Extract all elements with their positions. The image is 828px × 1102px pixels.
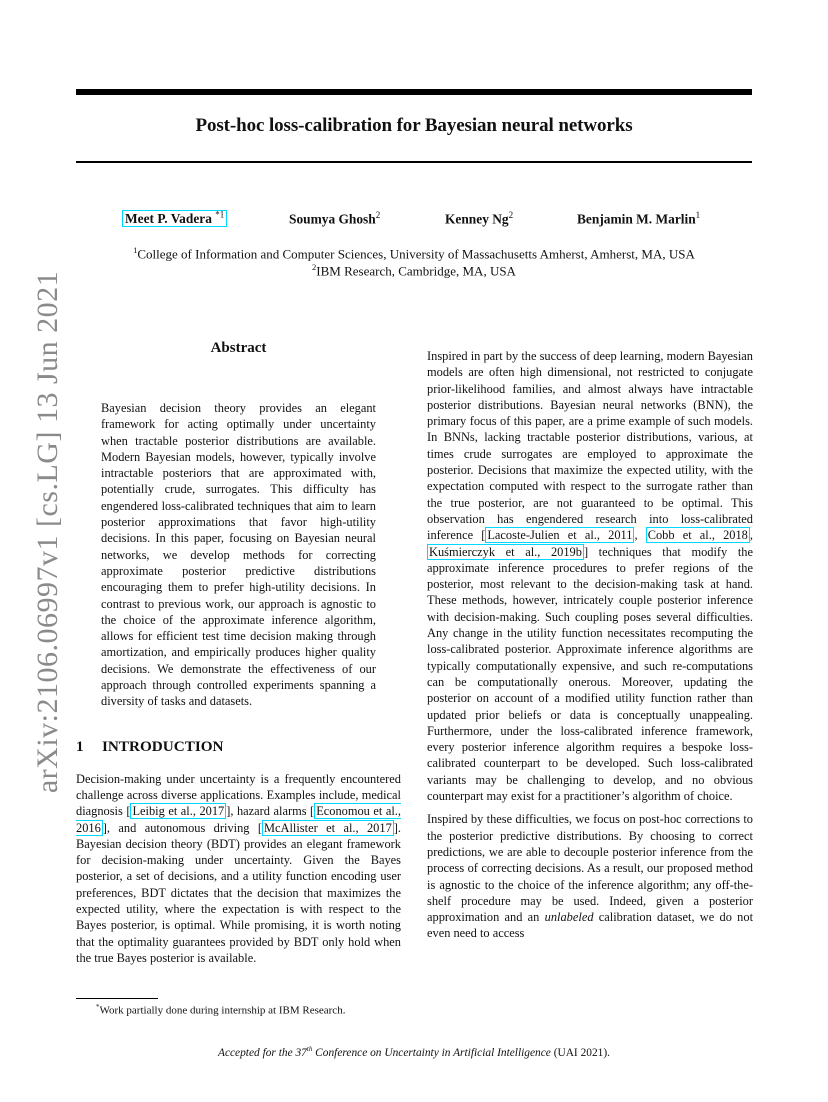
author-1[interactable] <box>122 210 227 227</box>
author-3 <box>445 210 513 227</box>
text-span: ], hazard alarms [ <box>226 804 315 819</box>
citation-link[interactable]: Economou et al., 2016 <box>76 804 401 835</box>
title-rule-top <box>76 89 752 95</box>
venue-line <box>0 1045 828 1059</box>
text-span: ]. Bayesian decision theory (BDT) provides an elegant framework for decision-making under uncertainty. Given the Bayes posterior, a set of decisions, and a utility function encoding user preferences, BDT dictates that the decision that maximizes the expected utility, where the expectation is with respect to the Bayes posterior, is optimal. While promising, it is worth noting that the optimality guarantees provided by BDT only hold when the true Bayes posterior is available. <box>76 820 402 965</box>
footnote-mark: * <box>96 1003 100 1011</box>
affiliation-1-mark: 1 <box>133 245 138 255</box>
venue-sup: th <box>306 1045 313 1053</box>
intro-paragraph-3 <box>427 811 753 941</box>
author-4 <box>577 210 700 227</box>
venue-year: (UAI 2021). <box>550 1046 610 1059</box>
emphasis: unlabeled <box>544 910 594 925</box>
author-4-name: Benjamin M. Marlin <box>577 211 696 227</box>
footnote-rule <box>76 998 158 999</box>
text-span: , <box>749 528 753 543</box>
text-span: Inspired in part by the success of deep learning, modern Bayesian models are often high dimensional, not restricted to conjugate prior-likelihood families, and almost always have intractable posterior distributions. Bayesian neural networks (BNN), the primary focus of this paper, are a prime example of such models. In BNNs, lacking tractable posterior distributions, various, at times crude surrogates are employed to approximate the posterior. Decisions that maximize the expected utility, with the expectation computed with respect to the surrogate rather than the true posterior, are not guaranteed to be optimal. This observation has engendered research into loss-calibrated inference [ <box>427 349 753 543</box>
section-heading <box>76 738 401 756</box>
author-1-name: Meet P. Vadera <box>125 211 212 227</box>
text-span: , <box>634 528 646 543</box>
author-3-name: Kenney Ng <box>445 211 509 227</box>
affiliation-2-mark: 2 <box>312 262 317 272</box>
left-column <box>76 340 401 966</box>
text-span: Decision-making under uncertainty is a frequently encountered challenge across diverse applications. Examples include, medical diagnosis [ <box>76 771 401 819</box>
arxiv-id: arXiv:2106.06997v1 [cs.LG] 13 Jun 2021 <box>31 270 64 794</box>
text-span: Inspired by these difficulties, we focus on post-hoc corrections to the posterior predictive distributions. By choosing to correct predictions, we are able to decouple posterior inference from the process of correcting decisions. As a result, our proposed method is agnostic to the choice of the inference algorithm; any off-the-shelf procedure may be used. Indeed, given a posterior approximation and an <box>427 812 753 925</box>
paper-title: Post-hoc loss-calibration for Bayesian neural networks <box>195 115 633 136</box>
author-4-marks: 1 <box>695 210 701 220</box>
intro-paragraph-1 <box>76 771 401 967</box>
citation-link[interactable]: Leibig et al., 2017 <box>132 804 225 819</box>
footnote <box>96 1003 345 1017</box>
affiliation-1-text: College of Information and Computer Sciences, University of Massachusetts Amherst, Amherst, MA, USA <box>137 246 695 262</box>
affiliation-2 <box>76 262 752 279</box>
section-title: INTRODUCTION <box>102 737 224 755</box>
footnote-text: Work partially done during internship at IBM Research. <box>99 1004 346 1017</box>
text-span: ], and autonomous driving [ <box>102 820 263 835</box>
right-column <box>427 348 753 942</box>
author-2-marks: 2 <box>375 210 381 220</box>
citation-link[interactable]: Kuśmierczyk et al., 2019b <box>429 544 582 559</box>
affiliation-2-text: IBM Research, Cambridge, MA, USA <box>316 263 516 279</box>
citation-link[interactable]: Cobb et al., 2018 <box>647 528 748 543</box>
author-2-name: Soumya Ghosh <box>289 211 376 227</box>
section-number: 1 <box>76 737 84 755</box>
author-2 <box>289 210 380 227</box>
title-rule-bottom <box>76 161 752 163</box>
author-1-marks: *1 <box>215 210 225 220</box>
venue-pre: Accepted for the 37 <box>217 1046 307 1059</box>
intro-paragraph-2 <box>427 348 753 804</box>
venue-conference: Conference on Uncertainty in Artificial Intelligence <box>312 1046 551 1059</box>
citation-link[interactable]: Lacoste-Julien et al., 2011 <box>487 528 633 543</box>
author-list <box>0 210 828 230</box>
author-1-link[interactable] <box>122 210 227 227</box>
text-span: calibration dataset, we do not even need to access <box>427 910 754 941</box>
citation-link[interactable]: McAllister et al., 2017 <box>264 820 392 835</box>
author-3-marks: 2 <box>508 210 514 220</box>
abstract-heading: Abstract <box>210 340 267 356</box>
text-span: ] techniques that modify the approximate inference procedures to prefer regions of the posterior, most relevant to the decision-making task at hand. These methods, however, intricately couple posterior inference with decision-making. Such coupling poses several difficulties. Any change in the utility function necessitates recomputing the loss-calibrated posterior. Approximate inference algorithms are typically computationally expensive, and such re-computations can be computationally onerous. Moreover, updating the posterior on account of a modified utility function rather than updated prior beliefs or data is conceptually unappealing. Furthermore, under the loss-calibrated inference framework, every posterior inference algorithm requires a bespoke loss-calibrated counterpart to be developed. Such loss-calibrated variants may be challenging to develop, and no obvious counterpart may exist for a practitioner’s algorithm of choice. <box>427 544 753 804</box>
affiliation-1 <box>76 245 752 262</box>
abstract-text: Bayesian decision theory provides an elegant framework for acting optimally under uncertainty when tractable posterior distributions are available. Modern Bayesian models, however, typically involve intractable posteriors that are approximated with, potentially crude, surrogates. This difficulty has engendered loss-calibrated techniques that aim to learn posterior approximations that favor high-utility decisions. In this paper, focusing on Bayesian neural networks, we develop methods for correcting approximate posterior predictive distributions encouraging them to prefer high-utility decisions. In contrast to previous work, our approach is agnostic to the choice of the approximate inference algorithm, allows for efficient test time decision making through amortization, and empirically produces higher quality decisions. We demonstrate the effectiveness of our approach through controlled experiments spanning a diversity of tasks and datasets. <box>101 401 376 709</box>
